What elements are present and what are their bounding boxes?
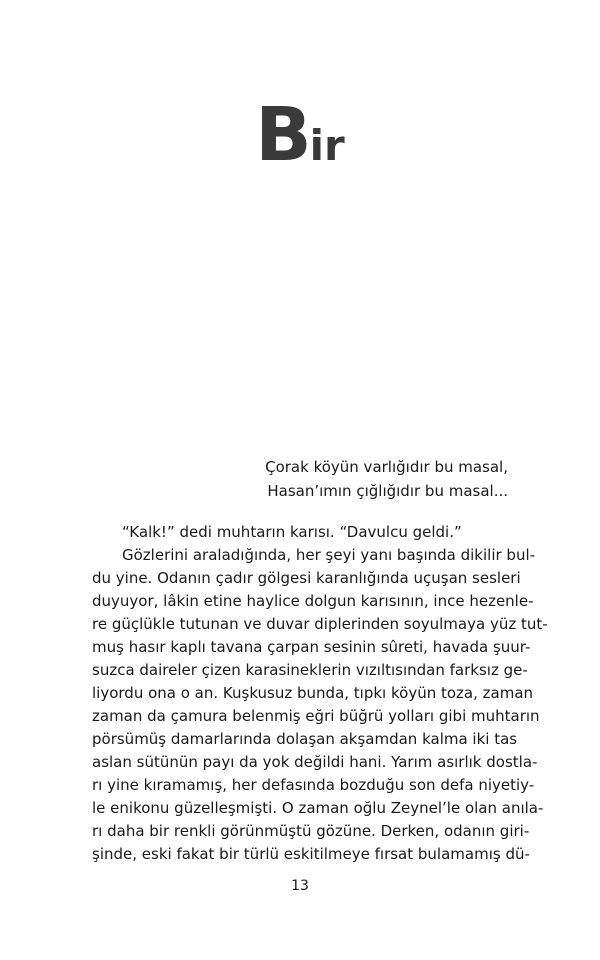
body-line: aslan sütünün payı da yok değildi hani. Yarım asırlık dostla-: [92, 753, 538, 771]
page-number: 13: [291, 878, 309, 894]
body-line: suzca daireler çizen karasineklerin vızıltısından farksız ge-: [92, 661, 528, 679]
body-line: rı yine kıramamış, her defasında bozduğu son defa niyetiy-: [92, 776, 535, 794]
epigraph-line: Hasan’ımın çığlığıdır bu masal...: [267, 482, 508, 500]
body-line: du yine. Odanın çadır gölgesi karanlığında uçuşan sesleri: [92, 569, 521, 587]
body-line: muş hasır kaplı tavana çarpan sesinin sûreti, havada şuur-: [92, 638, 531, 656]
body-line: re güçlükle tutunan ve duvar diplerinden soyulmaya yüz tut-: [92, 615, 548, 633]
body-line: rı daha bir renkli görünmüştü gözüne. Derken, odanın giri-: [92, 822, 530, 840]
chapter-title-rest: ir: [309, 121, 345, 170]
body-line: pörsümüş damarlarında dolaşan akşamdan kalma iki tas: [92, 730, 518, 748]
body-line: zaman da çamura belenmiş eğri büğrü yolları gibi muhtarın: [92, 707, 540, 725]
body-line: şinde, eski fakat bir türlü eskitilmeye fırsat bulamamış dü-: [92, 845, 530, 863]
epigraph: [265, 455, 508, 503]
chapter-title-initial: B: [255, 92, 310, 178]
epigraph-line: Çorak köyün varlığıdır bu masal,: [265, 458, 508, 476]
body-line: duyuyor, lâkin etine haylice dolgun karısının, ince hezenle-: [92, 592, 534, 610]
body-line: Gözlerini araladığında, her şeyi yanı başında dikilir bul-: [122, 546, 536, 564]
chapter-title: [0, 92, 600, 178]
body-line: liyordu ona o an. Kuşkusuz bunda, tıpkı köyün toza, zaman: [92, 684, 534, 702]
body-line: “Kalk!” dedi muhtarın karısı. “Davulcu geldi.”: [122, 523, 462, 541]
body-line: le enikonu güzelleşmişti. O zaman oğlu Zeynel’le olan anıla-: [92, 799, 544, 817]
body-text: [92, 521, 548, 866]
